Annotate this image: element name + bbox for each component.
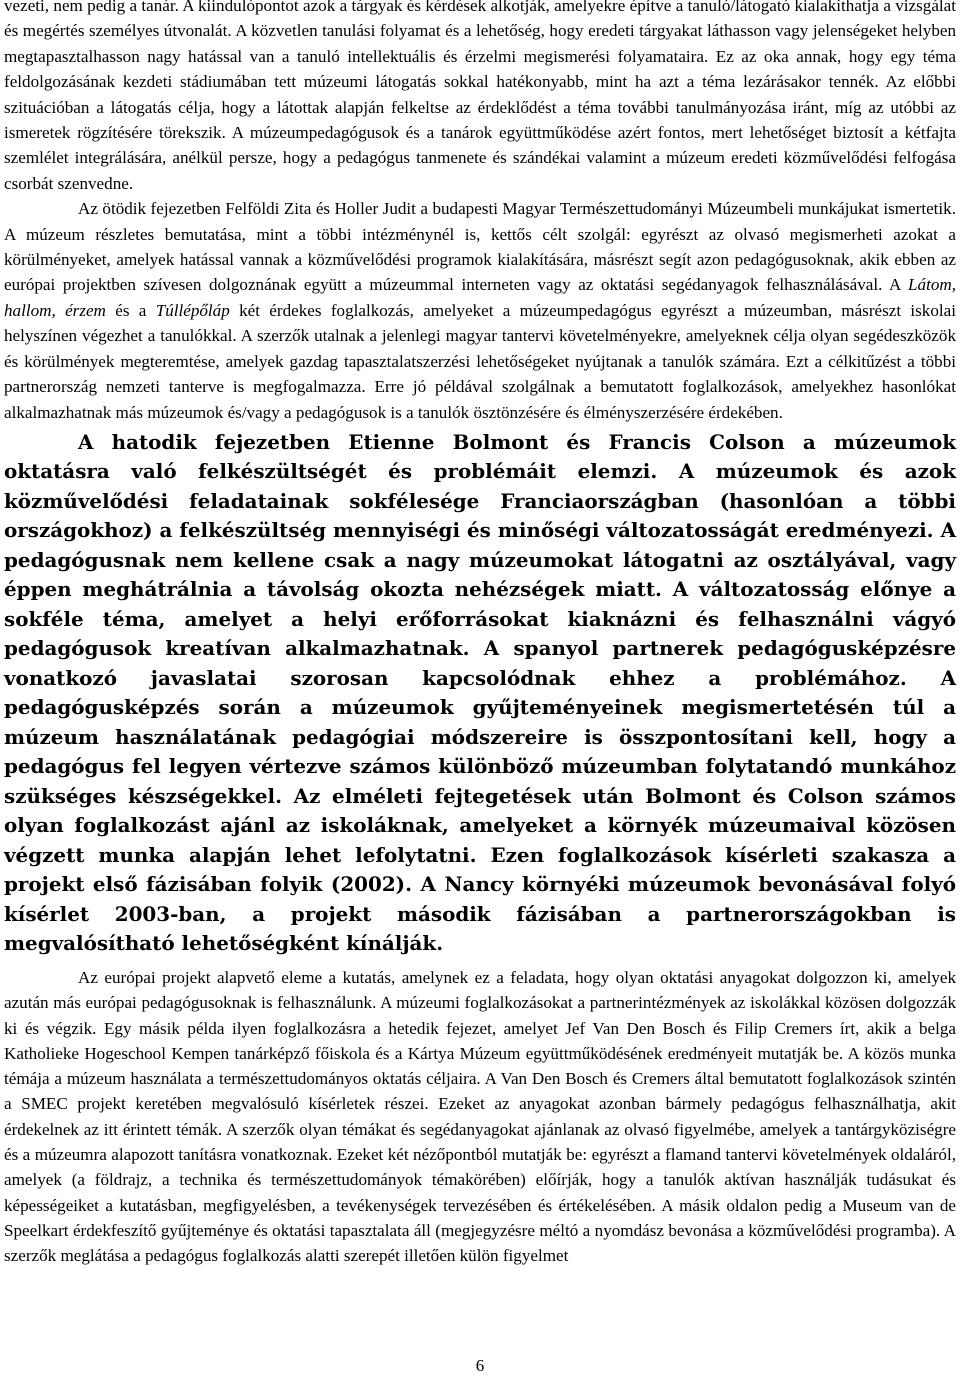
paragraph-4-text: Az európai projekt alapvető eleme a kutatás, amelynek ez a feladata, hogy olyan oktatási anyagokat dolgozzon ki, amelyek azután más európai pedagógusoknak is felhasználunk. A múzeumi foglalkozásokat a partnerintézmények az iskolákkal közösen dolgozzák ki és végzik. Egy másik példa ilyen foglalkozásra a hetedik fejezet, amelyet Jef Van Den Bosch és Filip Cremers írt, akik a belga Katholieke Hogeschool Kempen tanárképző főiskola és a Kártya Múzeum együttműködésének eredményeit mutatják be. A közös munka témája a múzeum használata a természettudományos oktatás céljaira. A Van Den Bosch és Cremers által bemutatott foglalkozások szintén a SMEC projekt keretében megvalósuló kísérletek részei. Ezeket az anyagokat azonban bármely pedagógus felhasználhatja, akit érdekelnek az itt érintett témák. A szerzők olyan témákat és segédanyagokat ajánlanak az olvasó figyelmébe, amelyek a tantárgyköziségre és a múzeumra alapozott tanításra vonatkoznak. Ezeket két nézőpontból mutatják be: egyrészt a flamand tantervi követelmények oldaláról, amelyek (a földrajz, a technika és természettudományok témakörében) előírják, hogy a tanulók aktívan használják tudásukat és képességeiket a kutatásban, megfigyelésben, a tevékenységek tervezésében és értékelésében. A másik oldalon pedig a Museum van de Speelkart érdekfeszítő gyűjteménye és oktatási tapasztalata áll (megjegyzésre méltó a nyomdász bevonása a közművelődési programba). A szerzők meglátása a pedagógus foglalkozás alatti szerepét illetően külön figyelmet [4, 967, 956, 1266]
paragraph-2-text-3: két érdekes foglalkozás, amelyeket a múzeumpedagógus egyrészt a múzeumban, másrészt iskolai helyszínen végezhet a tanulókkal. A szerzők utalnak a jelenlegi magyar tantervi követelményekre, amelyeknek célja olyan segédeszközök és körülmények megteremtése, amelyek gazdag tapasztalatszerzési lehetőségeket nyújtanak a tanulók számára. Ezt a célkitűzést a többi partnerország nemzeti tanterve is megfogalmazza. Erre jó példával szolgálnak a bemutatott foglalkozások, amelyekhez hasonlókat alkalmazhatnak más múzeumok és/vagy a pedagógusok is a tanulók ösztönzésére és élményszerzésére érdekében. [4, 300, 956, 422]
document-page [4, 0, 956, 1268]
paragraph-4 [4, 965, 956, 1269]
paragraph-2-text-1: Az ötödik fejezetben Felföldi Zita és Holler Judit a budapesti Magyar Természettudományi Múzeumbeli munkájukat ismertetik. A múzeum részletes bemutatása, mint a többi intézménynél is, kettős célt szolgál: egyrészt az olvasó megismerheti azokat a körülményeket, amelyek hatással vannak a közművelődési programok kialakítására, másrészt segít azon pedagógusoknak, akik ebben az európai projektben szívesen dolgoznának együtt a múzeummal interneten vagy az oktatási segédanyagok felhasználásával. A [4, 199, 956, 295]
activity-title-latom-hallom-erzem: Látom, hallom, érzem [4, 275, 956, 320]
paragraph-3-bold [4, 428, 956, 959]
paragraph-2-text-2: és a [105, 300, 156, 320]
paragraph-1-text: vezeti, nem pedig a tanár. A kiindulópontot azok a tárgyak és kérdések alkotják, amelyekre építve a tanuló/látogató kialakíthatja a vizsgálat és megértés személyes útvonalát. A közvetlen tanulási folyamat és a lehetőség, hogy eredeti tárgyakat láthasson vagy jelenségeket helyben megtapasztalhasson nagy hatással van a tanuló intellektuális és érzelmi megismerési folyamataira. Ez az oka annak, hogy egy téma feldolgozásának kezdeti stádiumában tett múzeumi látogatás sokkal hatékonyabb, mint ha azt a téma lezárásakor tennék. Az előbbi szituációban a látogatás célja, hogy a látottak alapján felkeltse az érdeklődést a téma további tanulmányozása iránt, míg az utóbbi az ismeretek rögzítésére törekszik. A múzeumpedagógusok és a tanárok együttműködése azért fontos, mert lehetőséget biztosít a kétfajta szemlélet integrálására, anélkül persze, hogy a pedagógus tanmenete és szándékai valamint a múzeum eredeti közművelődési felfogása csorbát szenvedne. [4, 0, 956, 193]
page-number: 6 [475, 1356, 485, 1375]
activity-title-tullepolap: Túllépőláp [155, 300, 230, 320]
paragraph-2 [4, 196, 956, 425]
paragraph-3-text: A hatodik fejezetben Etienne Bolmont és Francis Colson a múzeumok oktatásra való felkészültségét és problémáit elemzi. A múzeumok és azok közművelődési feladatainak sokfélesége Franciaországban (hasonlóan a többi országokhoz) a felkészültség mennyiségi és minőségi változatosságát eredményezi. A pedagógusnak nem kellene csak a nagy múzeumokat látogatni az osztályával, vagy éppen meghátrálnia a távolság okozta nehézségek miatt. A változatosság előnye a sokféle téma, amelyet a helyi erőforrásokat kiaknázni és felhasználni vágyó pedagógusok kreatívan alkalmazhatnak. A spanyol partnerek pedagógusképzésre vonatkozó javaslatai szorosan kapcsolódnak ehhez a problémához. A pedagógusképzés során a múzeumok gyűjteményeinek megismertetésén túl a múzeum használatának pedagógiai módszereire is összpontosítani kell, hogy a pedagógus fel legyen vértezve számos különböző múzeumban folytatandó munkához szükséges készségekkel. Az elméleti fejtegetések után Bolmont és Colson számos olyan foglalkozást ajánl az iskoláknak, amelyeket a környék múzeumaival közösen végzett munka alapján lehet lefolytatni. Ezen foglalkozások kísérleti szakasza a projekt első fázisában folyik (2002). A Nancy környéki múzeumok bevonásával folyó kísérlet 2003-ban, a projekt második fázisában a partnerországokban is megvalósítható lehetőségként kínálják. [4, 429, 956, 956]
paragraph-1 [4, 0, 956, 196]
